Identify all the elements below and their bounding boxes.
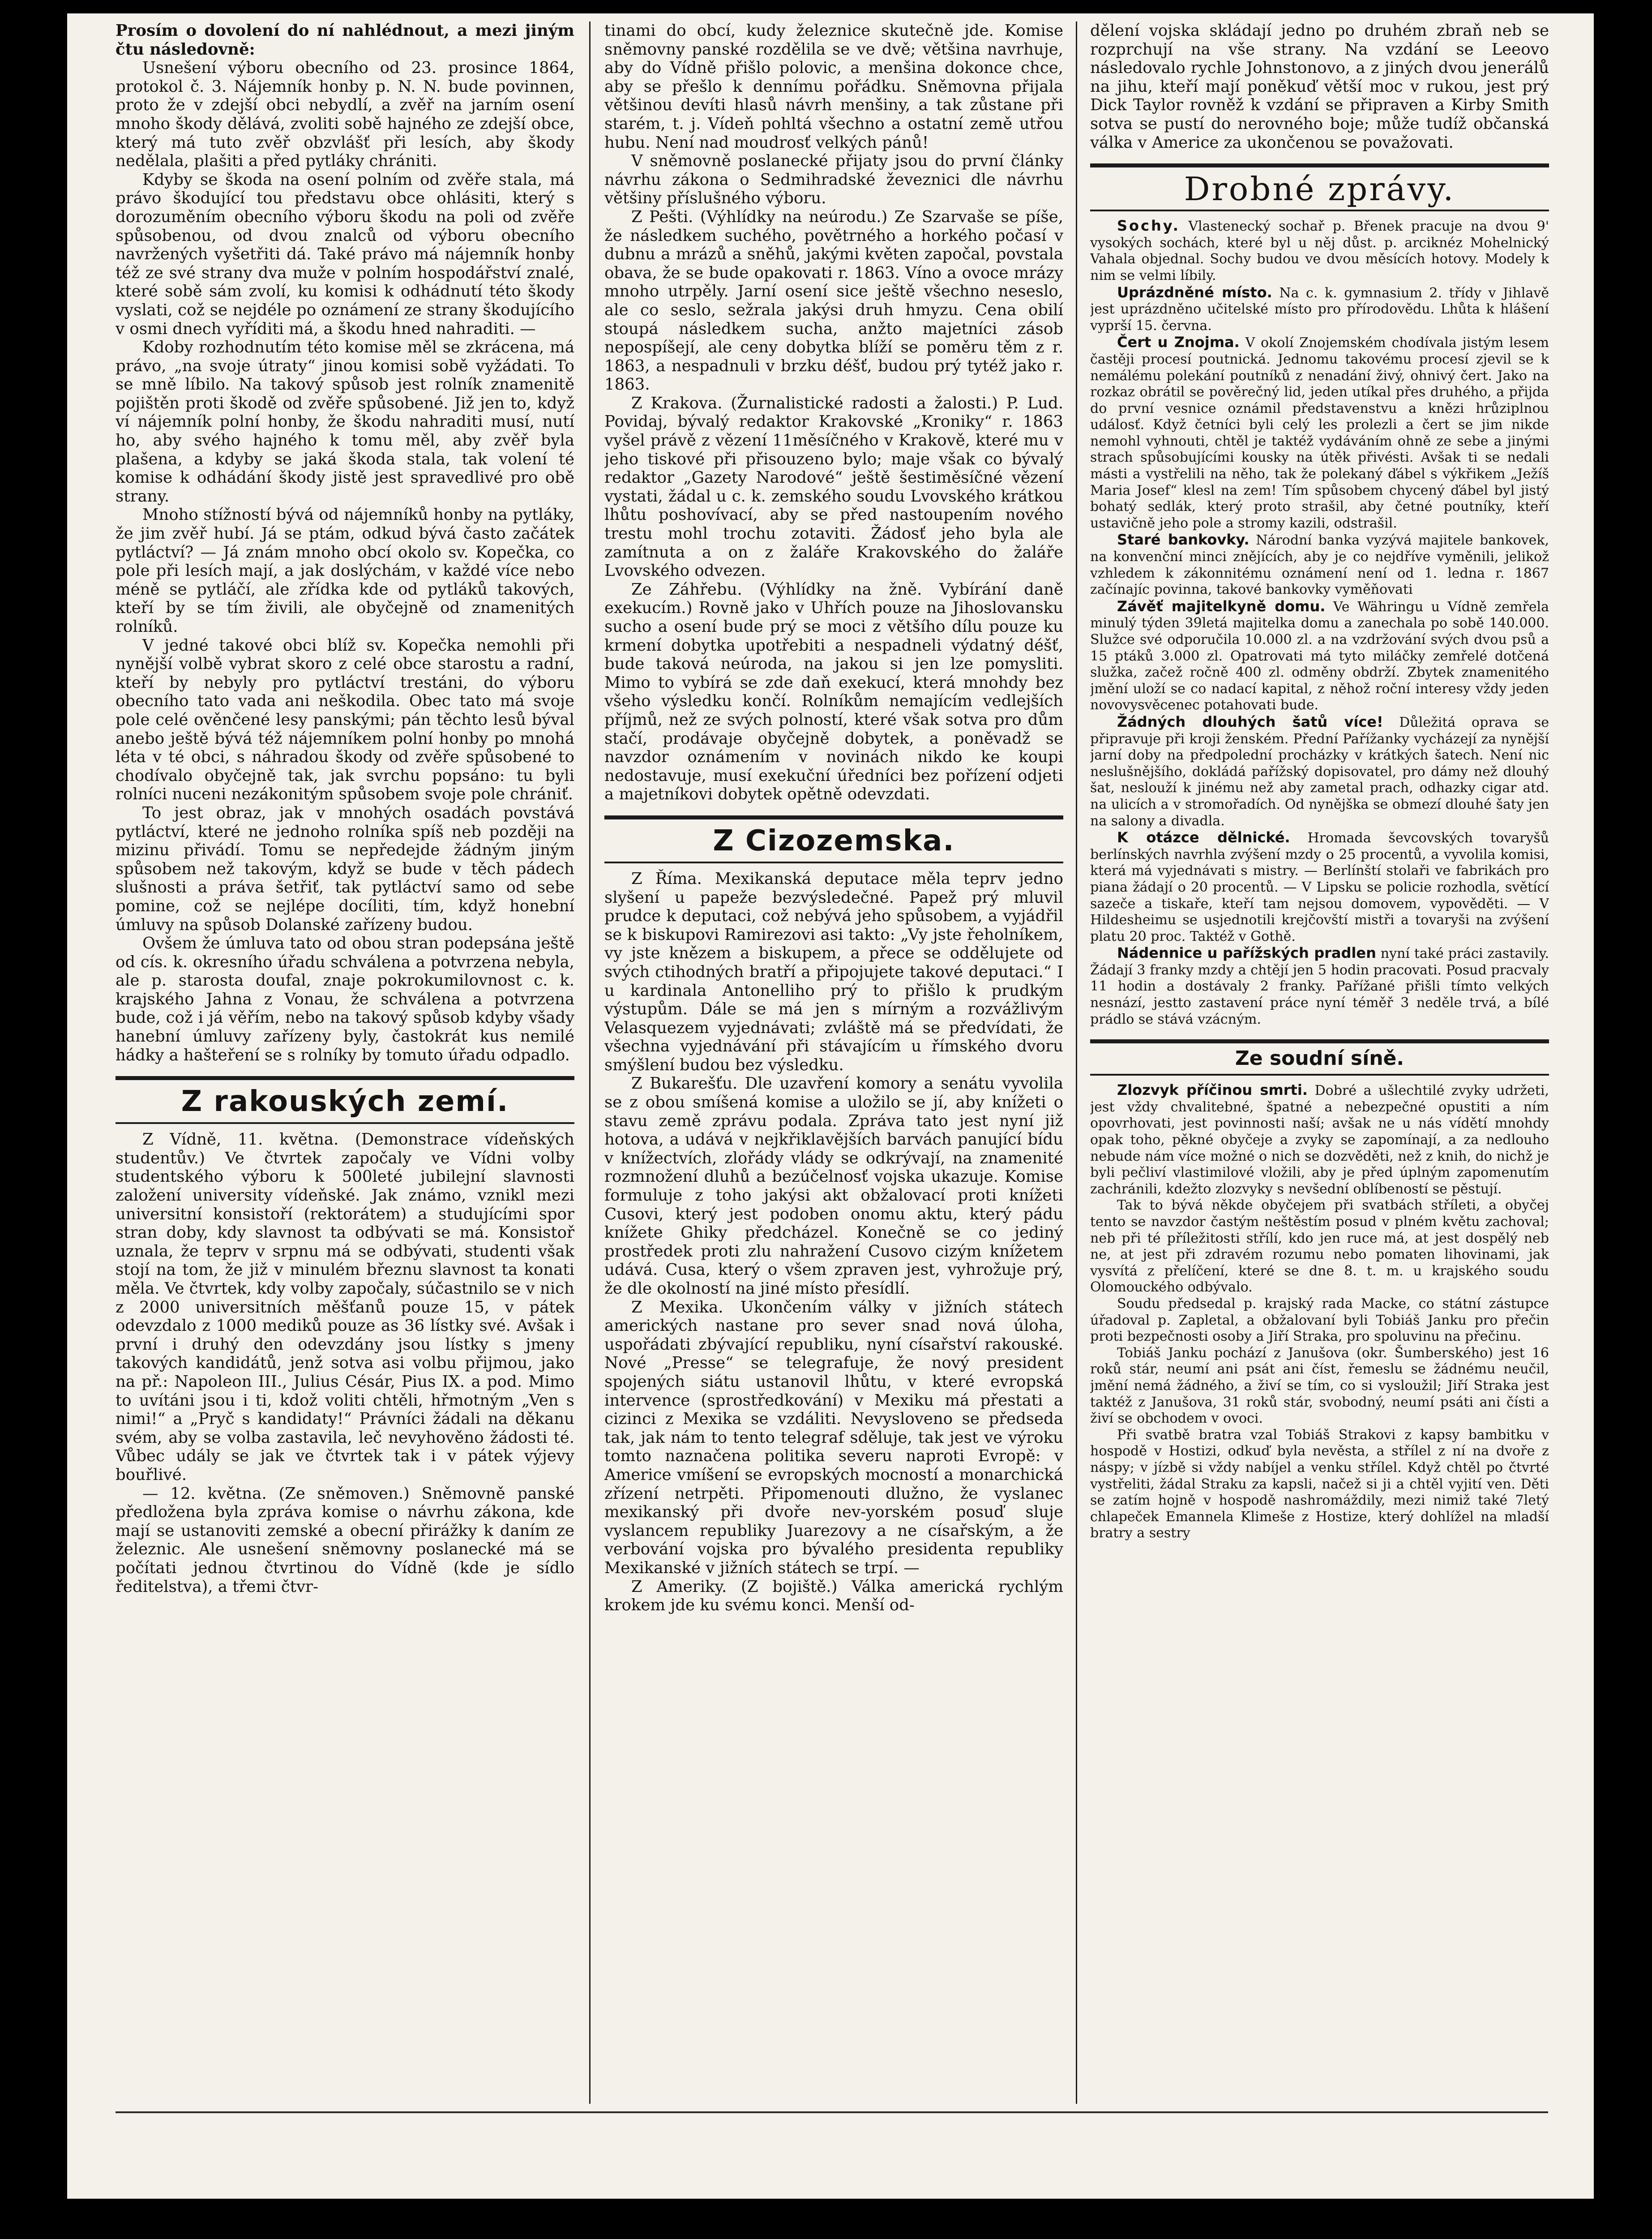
section-heading: Drobné zprávy. (1184, 170, 1455, 208)
news-item (1090, 334, 1549, 532)
paragraph: Z Vídně, 11. května. (Demonstrace vídeňských studentův.) Ve čtvrtek započaly ve Vídni volby studentského výboru k 500leté jubilejní slavnosti založení university vídeňské. Jak známo, vznikl mezi universitní konsistoří (rektorátem) a studujícími spor stran doby, kdy slavnost ta odbývati se má. Konsistoř uznala, že teprv v srpnu má se odbývati, studenti však stojí na tom, že již v minulém březnu slavnost ta konati měla. Ve čtvrtek, kdy volby započaly, súčastnilo se v nich z 2000 universitních měšťanů pouze 15, v pátek odevzdalo z 1000 mediků pouze as 36 lístky své. Avšak i první i druhý den odevzdány jsou lístky s jmeny takových kandidátů, jenž sotva asi volbu přijmou, jako na př.: Napoleon III., Julius Césár, Pius IX. a pod. Mimo to uvítáni jsou i ti, kdož voliti chtěli, hřmotným „Ven s nimi!“ a „Pryč s kandidaty!“ Právníci žádali na děkanu svém, aby se volba zastavila, leč nevyhověno žádosti té. Vůbec udály se jak ve čtvrtek tak i v pátek výjevy bouřlivé. (116, 1130, 574, 1484)
paragraph: Z Říma. Mexikanská deputace měla teprv jedno slyšení u papeže bezvýsledečné. Papež prý mluvil prudce k deputaci, což nebývá jeho spůsobem, a vyjádřil se k biskupovi Ramirezovi asi takto: „Vy jste řeholníkem, vy jste knězem a biskupem, a přece se oddělujete od svých ctihodných bratří a připojujete takové deputaci.“ I u kardinala Antonelliho prý to přišlo k prudkým výstupům. Dále se má jen s mírným a rozvážlivým Velasquezem vyjednávati; zvláště má se předvídati, že všechna vyjednávání při stávajícím u římského dvoru smýšlení budou bez výsledku. (604, 869, 1063, 1074)
paragraph: Soudu předsedal p. krajský rada Macke, co státní zástupce úřadoval p. Zapletal, a obžalovaní byli Tobiáš Janku pro přečin proti bezpečnosti osoby a Jiří Straka, pro spoluvinu na přečinu. (1090, 1295, 1549, 1345)
news-item (1090, 532, 1549, 598)
column-rule-left (589, 21, 591, 2104)
column-2 (604, 21, 1063, 2108)
paragraph: Z Ameriky. (Z bojiště.) Válka americká rychlým krokem jde ku svému konci. Menší od- (604, 1577, 1063, 1615)
news-item-text: Důležitá oprava se připravuje při kroji ženském. Přední Pařížanky vycházejí za nynější jarní doby na předpolední procházky v krátkých šatech. Není nic neslušnějšího, dokládá pařížský dopisovatel, pro dámy než dlouhý šat, neslouží k jinému než aby zametal prach, odhazky cigar atd. na ulicích a v stromořadích. Od nynějška se obmezí dlouhé šaty jen na salony a divadla. (1090, 714, 1549, 829)
news-item (1090, 945, 1549, 1028)
section-divider (1090, 1074, 1549, 1076)
news-item-title: Sochy. (1117, 217, 1180, 235)
news-item-text: Vlastenecký sochař p. Břenek pracuje na dvou 9' vysokých sochách, které byl u něj důst. p. arciknéz Mohelnický Vahala objednal. Sochy budou ve dvou měsících hotovy. Modely k nim se velmi líbily. (1090, 219, 1549, 283)
section-heading: Z rakouských zemí. (181, 1085, 509, 1119)
paragraph: V sněmovně poslanecké přijaty jsou do první články návrhu zákona o Sedmihradské ževeznici dle návrhu většiny příslušného výboru. (604, 152, 1063, 208)
paragraph: To jest obraz, jak v mnohých osadách povstává pytláctví, které ne jednoho rolníka spíš neb později na mizinu přivádí. Tomu se nepředejde žádným jiným spůsobem než takovým, když se bude v těch pádech slušnosti a práva šetřiť, tak pytláctví samo od sebe pomine, což se nejlépe docíliti, tím, když honební úmluvy na spůsob Dolanské zařízeny budou. (116, 803, 574, 934)
court-item-text: Dobré a ušlechtilé zvyky udržeti, jest vždy chvalitebné, špatné a nebezpečné opustiti a ním opovrhovati, jest povinnosti naší; avšak ne u nás vídětí mnohdy opak toho, pěkné obyčeje a zvyky se zapomínají, a za nedlouho nebude nám více možné o nich se dozvěděti, než z knih, do nichž je byli pečliví vlastimilové vložili, aby je před úplným zapomenutím zachránili, kdežto zlozvyky s nevšední oblíbeností se pěstují. (1090, 1083, 1549, 1197)
news-item (1090, 829, 1549, 945)
paragraph: V jedné takové obci blíž sv. Kopečka nemohli při nynější volbě vybrat skoro z celé obce starostu a radní, kteří by nebyly pro pytláctví trestáni, do výboru obecního tato vada ani neškodila. Obec tato má svoje pole celé ověnčené lesy panskými; pán těchto lesů býval anebo ještě bývá též nájemníkem polní honby po mnohá léta v té obci, s náhradou škody od zvěře spůsobené to chodívalo obyčejně tak, jak svrchu popsáno: tu byli rolníci nuceni nezákonitým spůsobem svoje pole chrániť. (116, 636, 574, 804)
news-item-title: K otázce dělnické. (1117, 829, 1290, 846)
news-item (1090, 714, 1549, 829)
news-item (1090, 218, 1549, 284)
news-item-title: Nádennice u pařížských pradlen (1117, 944, 1376, 962)
section-divider (1090, 210, 1549, 211)
court-item (1090, 1082, 1549, 1197)
section-divider (1090, 163, 1549, 167)
paragraph: Tobiáš Janku pochází z Janušova (okr. Šumberského) jest 16 roků stár, neumí ani psát ani číst, řemeslu se žádnému neučil, jmění nemá žádného, a živí se tím, co si vysloužil; Jiří Straka jest taktéž z Janušova, 31 roků stár, svobodný, neumí psáti ani čísti a živí se obchodem v ovoci. (1090, 1345, 1549, 1427)
section-divider (604, 815, 1063, 819)
news-item-title: Závěť majitelkyně domu. (1117, 597, 1326, 615)
paragraph: Při svatbě bratra vzal Tobiáš Strakovi z kapsy bambitku v hospodě v Hostizi, odkuď byla nevěsta, a střílel z ní na dvoře z náspy; v jízbě si vždy nabíjel a venku střílel. Když chtěl po čtvrté vystřeliti, žádal Straku za kapsli, načež si ji a chtěl vyjití ven. Děti se zatím hojně v hospodě nashromáždily, mezi nimiž také 7letý chlapeček Emannela Klimeše z Hostize, který dohlížel na mladší bratry a sestry (1090, 1427, 1549, 1541)
paragraph: Z Mexika. Ukončením války v jižních státech amerických nastane pro sever snad nová úloha, uspořádati zbývající republiku, nyní císařství rakouské. Nové „Presse“ se telegrafuje, že nový president spojených siátu ustanovil lhůtu, v které evropská intervence (sprostředkování) v Mexiku má přestati a cizinci z Mexika se vzdáliti. Nevysloveno se předseda tak, jak nám to tento telegraf sděluje, tak jest ve výroku tomto naznačena politika severu naproti Evropě: v Americe vmíšení se evropských mocností a monarchická zřízení netrpěti. Připomenouti dlužno, že vyslanec mexikanský při dvoře nev-yorském posuď sluje vyslancem republiky Juarezovy a ne císařským, a že verbování vojska pro bývalého presidenta republiky Mexikanské v jižních státech se trpí. — (604, 1298, 1063, 1577)
news-item-text: V okolí Znojemském chodívala jistým lesem častěji procesí poutnická. Jednomu takovému procesí zjevil se k nemálému polekání poutníků z nenadání živý, ohnivý čert. Jako na rozkaz obrátil se pověrečný lid, jeden utíkal přes druhého, a přijda do první vesnice oznámil představenstvu a knězi hrůziplnou událosť. Když četníci byli celý les prolezli a čert se jim nikde nemohl vyhnouti, chtěl je taktéž vydáváním ohně ze sebe a jinými strach spůsobujícími kousky na útěk přivésti. Avšak ti se nedali másti a vystřelili na něho, tak že polekaný ďábel s výkřikem „Ježíš Maria Josef“ klesl na zem! Tím spůsobem chycený ďábel byl jistý bohatý sedlák, který proto strašil, aby četné poutníky, kteří ustavičně jeho pole a stromy kazili, odstrašil. (1090, 335, 1549, 531)
paragraph: Z Krakova. (Žurnalistické radosti a žalosti.) P. Lud. Povidaj, bývalý redaktor Krakovské „Kroniky“ r. 1863 vyšel právě z vězení 11měsíčného v Krakově, které mu v jeho tiskové při přisouzeno bylo; maje však co bývalý redaktor „Gazety Narodové“ ještě šestiměsíčné vězení vystati, žádal u c. k. zemského soudu Lvovského krátkou lhůtu poshovívací, aby se před nastoupením nového trestu mohl trochu zotaviti. Žádosť jeho byla ale zamítnuta a on z žaláře Krakovského do žaláře Lvovského odvezen. (604, 394, 1063, 580)
paragraph: Usnešení výboru obecního od 23. prosince 1864, protokol č. 3. Nájemník honby p. N. N. bude povinnen, proto že v zdejší obci nebydlí, a zvěř na jarním osení mnoho škody dělává, zvoliti sobě hajného ze zdejší obce, který má tuto zvěř obzvlášť při lesích, aby škody nedělala, plašiti a před pytláky chrániti. (116, 59, 574, 171)
column-3 (1090, 21, 1549, 2104)
paragraph: Kdyby se škoda na osení polním od zvěře stala, má právo škodující tou představu obce ohlásiti, který s dorozuměním obecního výboru škodu na poli od zvěře spůsobenou, od dvou znalců od výboru obecního navržených vyšetřiti dá. Také právo má nájemník honby též ze své strany dva muže v polním hospodářství znalé, které sobě sám zvolí, ku komisi k odhádnutí této škody vyslati, což se nejdéle po oznámení ze strany škodujícího v osmi dnech vyříditi má, a škodu hned nahraditi. — (116, 170, 574, 338)
news-item-text: Na c. k. gymnasium 2. třídy v Jihlavě jest uprázdněno učitelské místo pro přírodovědu. Lhůta k hlášení vyprší 15. června. (1090, 285, 1549, 334)
news-item-text: Hromada ševcovských tovaryšů berlínských navrhla zvýšení mzdy o 25 procentů, a vyvolila komisi, která má vyjednávati s mistry. — Berlínští stolaři ve fabrikách pro piana žádají o 20 procentů. — V Lipsku se policie rozhodla, světící sazeče a tiskaře, kteří tam nejsou domovem, vypověděti. — V Hildesheimu se usjednotili krejčovští mistři a tovaryši na zvýšení platu 20 proc. Taktéž v Gothě. (1090, 830, 1549, 944)
news-item (1090, 598, 1549, 714)
paragraph: Z Bukarešťu. Dle uzavření komory a senátu vyvolila se z obou smíšená komise a uložilo se jí, aby knížeti o stavu země zprávu podala. Zpráva tato jest nyní již hotova, a udává v nejkřiklavějších barvách panující bídu v knížectvích, zlořády vlády se odkrývají, na znamenité rozmnožení dluhů a bezúčelnosť vojska ukazuje. Komise formuluje z toho jakýsi akt obžalovací proti knížeti Cusovi, který jest podoben onomu aktu, který pádu knížete Ghiky předcházel. Konečně se co jediný prostředek proti zlu nahražení Cusovo cizým knížetem udává. Cusa, který o všem zpraven jest, vyhrožuje prý, že dle okolností na jiné místo přesídlí. (604, 1074, 1063, 1298)
paragraph: dělení vojska skládají jedno po druhém zbraň neb se rozprchují na vše strany. Na vzdání se Leeovo následovalo rychle Johnstonovo, a z jiných dvou jenerálů na jihu, kteří mají poněkuď větší moc v rukou, jest prý Dick Taylor rovněž k vzdání se připraven a Kirby Smith sotva se pustí do nerovného boje; může tudíž občanská válka v Americe za ukončenou se považovati. (1090, 21, 1549, 152)
news-item-text: Ve Währingu u Vídně zemřela minulý týden 39letá majitelka domu a zanechala po sobě 140.000. Služce své odporučila 10.000 zl. a na vzdržování svých dvou psů a 15 ptáků 3.000 zl. Opatrovati má tyto miláčky zemřelé dotčená služka, začež ročně 400 zl. odměny obdrží. Zbytek znamenitého jmění uloží se co nadací kapital, z něhož roční interesy vždy jeden novovysvěcenec potahovati bude. (1090, 599, 1549, 713)
news-item-title: Žádných dlouhých šatů více! (1117, 713, 1383, 730)
news-item-title: Uprázdněné místo. (1117, 283, 1272, 301)
paragraph: Prosím o dovolení do ní nahlédnout, a mezi jiným čtu následovně: (116, 21, 574, 59)
paragraph: Z Pešti. (Výhlídky na neúrodu.) Ze Szarvaše se píše, že následkem suchého, povětrného a horkého počasí v dubnu a mrázů a sněhů, jakými květen započal, povstala obava, že se bude opakovati r. 1863. Víno a ovoce mrázy mnoho utrpěly. Jarní osení sice ještě všechno neseslo, ale co seslo, sežrala jakýsi druh hmyzu. Cena obilí stoupá následkem sucha, anžto majetníci zásob nepospíšejí, ale ceny dobytka blíží se poměru těm z r. 1863, a nespadnuli v brzku déšť, budou prý tytéž jako r. 1863. (604, 207, 1063, 394)
news-item (1090, 284, 1549, 335)
section-divider (116, 1122, 574, 1124)
section-divider (1090, 1039, 1549, 1043)
section-divider (604, 862, 1063, 863)
court-item-title: Zlozvyk příčinou smrti. (1117, 1081, 1308, 1099)
paragraph: Ovšem že úmluva tato od obou stran podepsána ještě od cís. k. okresního úřadu schválena a potvrzena nebyla, ale p. starosta doufal, znaje pokrokumilovnost c. k. krajského Jahna z Vonau, že schválena a potvrzena bude, což i já věřím, nebo na takový spůsob kdyby všady hanební úmluvy zařízeny byly, častokrát kus nemilé hádky a hašteření se s rolníky by tomuto úřadu odpadlo. (116, 934, 574, 1064)
paragraph: — 12. května. (Ze sněmoven.) Sněmovně panské předložena byla zpráva komise o návrhu zákona, kde mají se ustanoviti zemské a obecní přirážky k daním ze železnic. Ale usnešení sněmovny poslanecké má se počítati jednou čtvrtinou do Vídně (kde je sídlo ředitelstva), a třemi čtvr- (116, 1484, 574, 1596)
section-divider (116, 1076, 574, 1080)
paragraph: tinami do obcí, kudy železnice skutečně jde. Komise sněmovny panské rozdělila se ve dvě; většina navrhuje, aby do Vídně přišlo polovic, a menšina dokonce chce, aby se přešlo k dennímu pořádku. Sněmovna přijala většinou devíti hlasů návrh menšiny, a tak zůstane při starém, t. j. Vídeň pohltá všechno a ostatní země utřou hubu. Není nad moudrosť velkých pánů! (604, 21, 1063, 152)
paragraph: Ze Záhřebu. (Výhlídky na žně. Vybírání daně exekucím.) Rovně jako v Uhřích pouze na Jihoslovansku sucho a osení bude prý se moci z většího dílu pouze ku krmení dobytka upotřebiti a nespadneli výdatný déšť, bude taková neúroda, na jakou si jen lze pomysliti. Mimo to vybírá se zde daň exekucí, která mnohdy bez všeho výsledku končí. Rolníkům nemajícím vedlejších příjmů, než ze svých polností, které však sotva pro dům stačí, prodávaje obyčejně dobytek, a poněvadž se navzdor oznámením v novinách nikdo ke koupi nedostavuje, musí exekuční úředníci bez pořízení odjeti a majetníkovi dobytek opětně odevzdati. (604, 580, 1063, 804)
paragraph: Tak to bývá někde obyčejem při svatbách střílеti, a obyčej tento se navzdor častým neštěstím posud v plném květu zachoval; neb při té příležitosti střílí, kdo jen ruce má, at jest dospělý neb ne, at jest při zdravém rozumu nebo pomaten lihovinami, jak vysvítá z přelíčení, které se dne 8. t. m. u krajského soudu Olomouckého odbývalo. (1090, 1197, 1549, 1295)
section-heading: Ze soudní síně. (1235, 1047, 1404, 1070)
newspaper-page (67, 13, 1594, 2199)
page-bottom-rule (116, 2111, 1548, 2113)
paragraph: Kdoby rozhodnutím této komise měl se zkrácena, má právo, „na svoje útraty“ jinou komisi sobě vyžádati. To se mně líbilo. Na takový spůsob jest rolník znamenitě pojištěn proti škodě od zvěře spůsobené. Již jen to, když ví nájemník polní honby, že škodu nahraditi musí, nutí ho, aby svého hajného k tomu měl, aby zvěř byla plašena, a kdyby se jaká škoda stala, tak volení té komise k odhádání škody jistě jest spravedlivé pro obě strany. (116, 338, 574, 506)
paragraph: Mnoho stížností bývá od nájemníků honby na pytláky, že jim zvěř hubí. Já se ptám, odkud bývá často začátek pytláctví? — Já znám mnoho obcí okolo sv. Kopečka, co pole při lesích mají, a jak doslýchám, v každé více nebo méně se pytláčí, ale zřídka kde od pytláků takových, kteří by se tím živili, ale obyčejně od znamenitých rolníků. (116, 506, 574, 636)
news-item-text: nyní také práci zastavily. Žádají 3 franky mzdy a chtějí jen 5 hodin pracovati. Posud pracvaly 11 hodin a dostávaly 2 franky. Pařížané přišli tímto velkých nesnází, jestto zastavení práce nyní téměř 3 neděle trvá, a bílé prádlo se stává vzácným. (1090, 946, 1549, 1027)
news-item-title: Čert u Znojma. (1117, 334, 1240, 351)
news-item-title: Staré bankovky. (1117, 531, 1250, 549)
section-heading: Z Cizozemska. (713, 824, 955, 858)
news-item-text: Národní banka vyzývá majitele bankovek, na konvenční minci znějících, aby je co nejdříve vyměnili, jelikož vzhledem k zákonnitému oznámení není od 1. ledna r. 1867 začínajíc povinna, takové bankovky vyměňovati (1090, 532, 1549, 598)
column-rule-right (1076, 21, 1077, 2104)
column-1 (116, 21, 574, 2108)
